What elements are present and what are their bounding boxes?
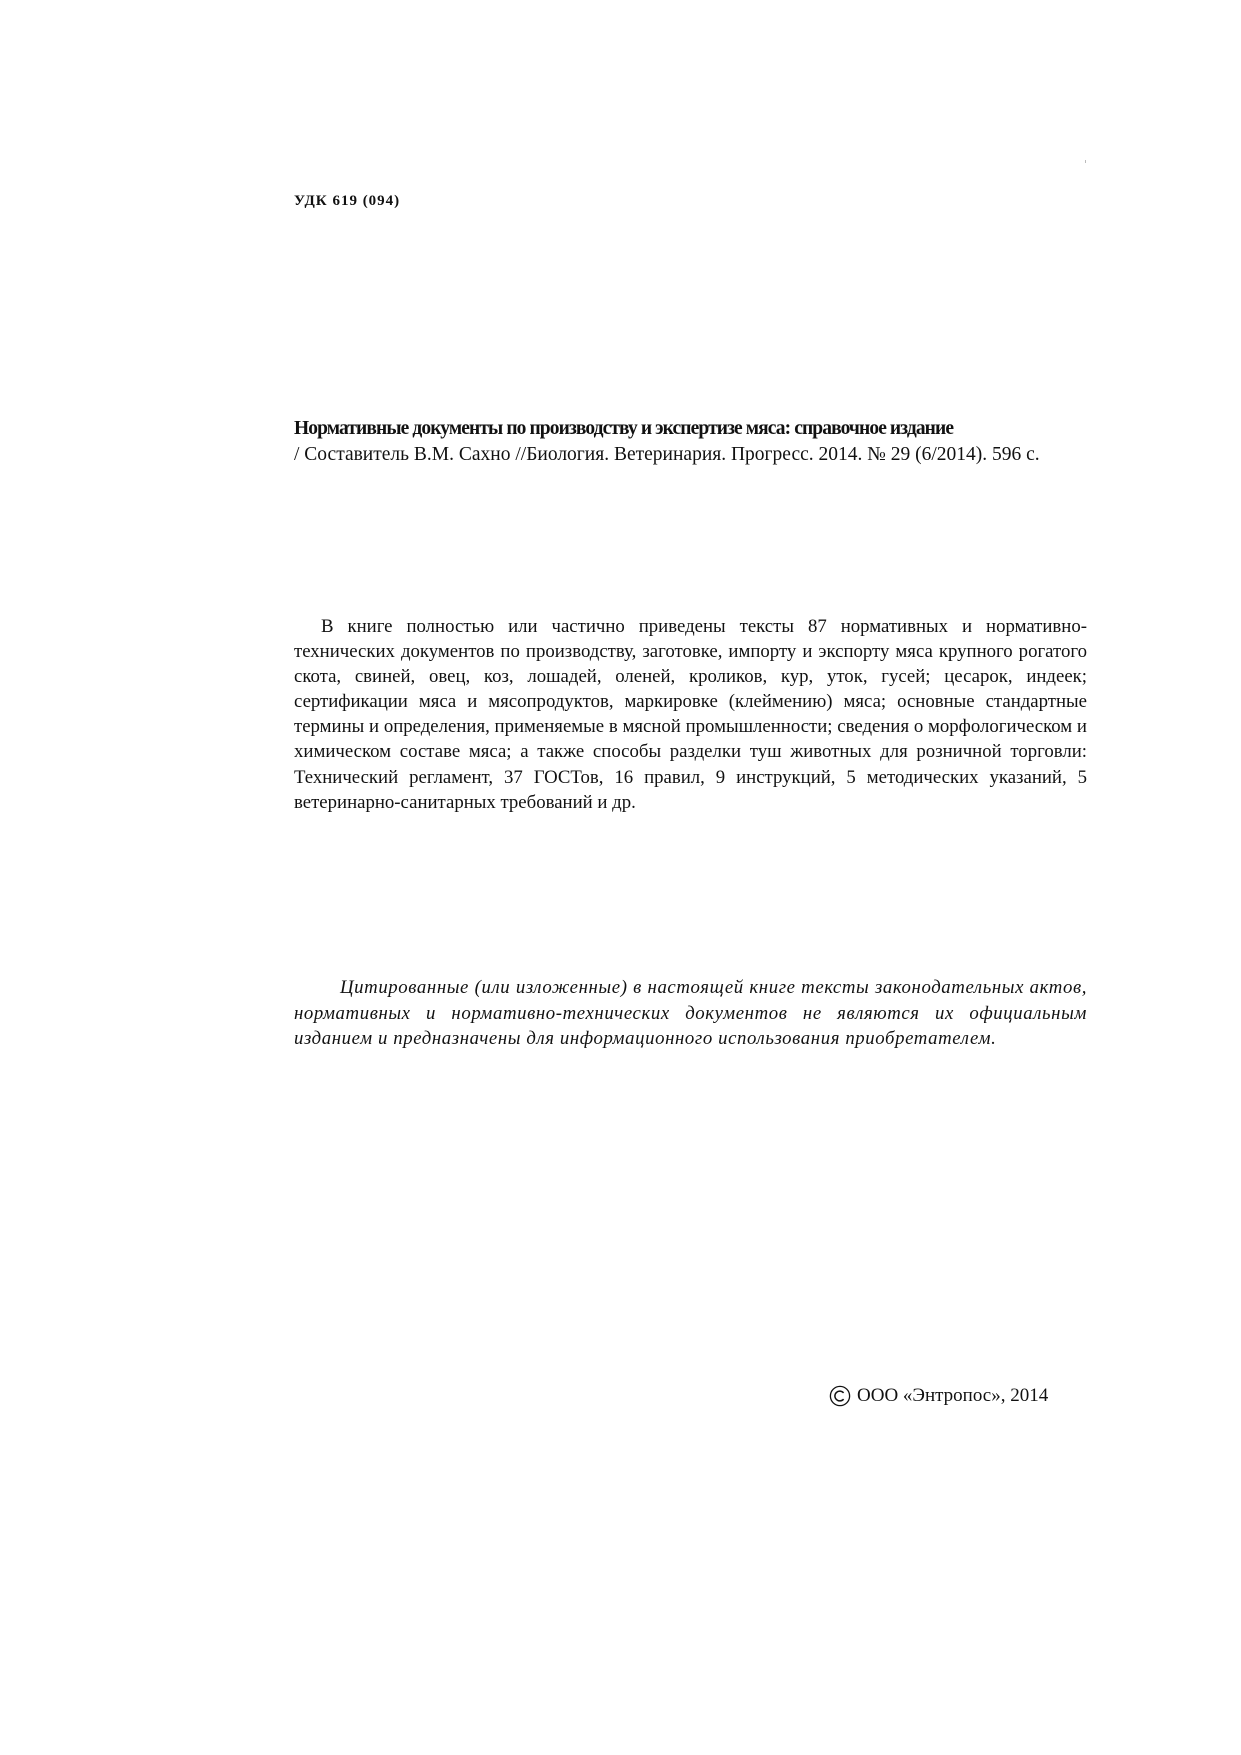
copyright-icon	[829, 1385, 851, 1407]
book-title: Нормативные документы по производству и экспертизе мяса: справочное издание	[294, 418, 954, 439]
scan-mark	[1085, 160, 1086, 163]
disclaimer-paragraph: Цитированные (или изложенные) в настоящей книге тексты законодательных актов, нормативных и нормативно-технических документов не являются их официальным изданием и предназначены для информационного использования приобретателем.	[294, 977, 1087, 1049]
bibliographic-record	[294, 416, 1094, 468]
copyright-line	[829, 1385, 1048, 1407]
book-reference: / Составитель В.М. Сахно //Биология. Ветеринария. Прогресс. 2014. № 29 (6/2014). 596 с.	[294, 444, 1040, 465]
abstract-paragraph: В книге полностью или частично приведены тексты 87 нормативных и нормативно-технических документов по производству, заготовке, импорту и экспорту мяса крупного рогатого скота, свиней, овец, коз, лошадей, оленей, кроликов, кур, уток, гусей; цесарок, индеек; сертификации мяса и мясопродуктов, маркировке (клеймению) мяса; основные стандартные термины и определения, применяемые в мясной промышленности; сведения о морфологическом и химическом составе мяса; а также способы разделки туш животных для розничной торговли: Технический регламент, 37 ГОСТов, 16 правил, 9 инструкций, 5 методических указаний, 5 ветеринарно-санитарных требований и др.	[294, 616, 1087, 813]
udk-code: УДК 619 (094)	[294, 193, 401, 209]
copyright-text: ООО «Энтропос», 2014	[857, 1385, 1049, 1406]
